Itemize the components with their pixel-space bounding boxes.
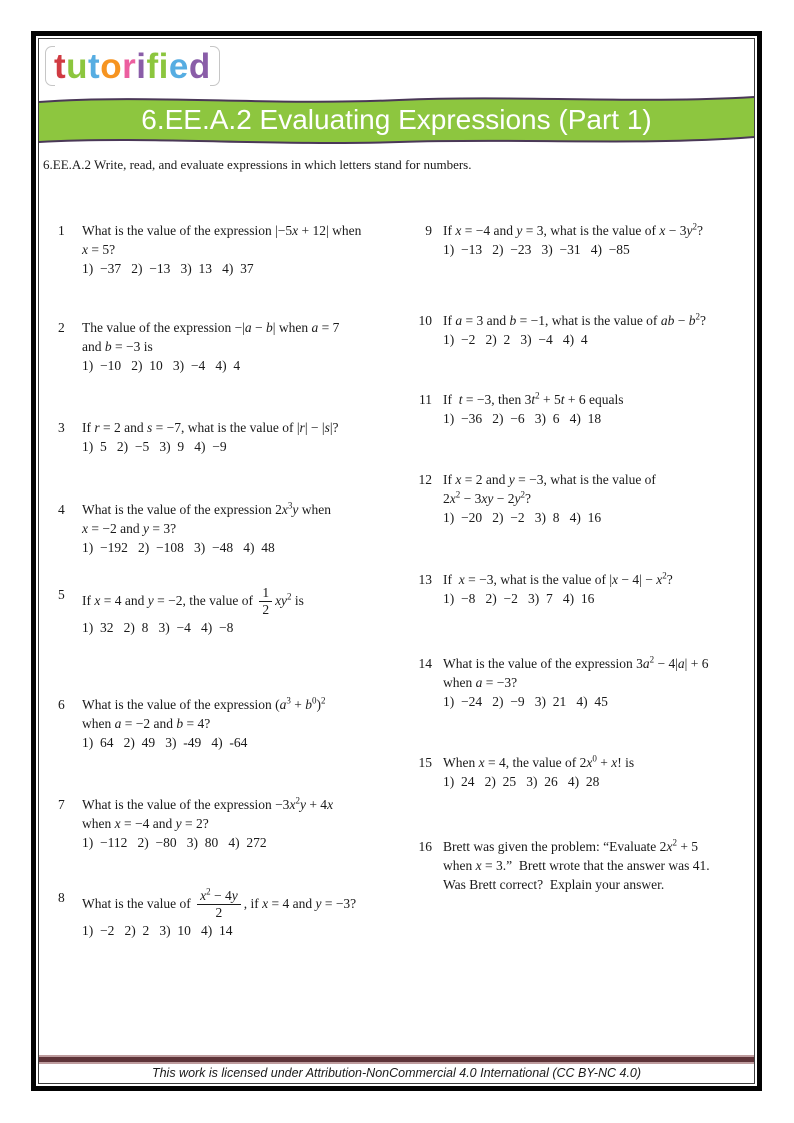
question-text-line: $2x^2 - 3xy - 2y^2$? bbox=[443, 489, 531, 506]
logo-letter: u bbox=[66, 47, 89, 86]
question-number: 3 bbox=[58, 420, 65, 435]
question-text-line: when a = −3? bbox=[443, 675, 518, 690]
question-number: 4 bbox=[58, 502, 65, 517]
question-text-line: If r = 2 and s = −7, what is the value of |r| − |s|? bbox=[82, 420, 339, 435]
question-number: 12 bbox=[418, 472, 432, 487]
question-choices: 1) −20 2) −2 3) 8 4) 16 bbox=[443, 510, 602, 525]
question-choices: 1) −24 2) −9 3) 21 4) 45 bbox=[443, 694, 608, 709]
question-number: 7 bbox=[58, 797, 65, 812]
question-text-line: What is the value of the expression $-3x^2y + 4x$ bbox=[82, 795, 334, 812]
question-text-line: What is the value of the expression |−5x + 12| when bbox=[82, 223, 362, 238]
question-number: 9 bbox=[425, 223, 432, 238]
question-text-line: when x = −4 and y = 2? bbox=[82, 816, 209, 831]
fraction: $\frac{x^2 - 4y}{2}$ bbox=[197, 888, 241, 921]
logo-letter: f bbox=[146, 47, 159, 86]
logo-letter: t bbox=[88, 47, 101, 86]
question-number: 1 bbox=[58, 223, 65, 238]
question-body bbox=[82, 418, 339, 456]
question-choices: 1) −8 2) −2 3) 7 4) 16 bbox=[443, 591, 595, 606]
question-text-line: What is the value of the expression $3a^2 - 4|a| + 6$ bbox=[443, 654, 709, 671]
question-item bbox=[58, 585, 418, 637]
logo-letter: o bbox=[100, 47, 123, 86]
question-body bbox=[82, 221, 361, 278]
logo-letter: i bbox=[158, 47, 169, 86]
question-choices: 1) −112 2) −80 3) 80 4) 272 bbox=[82, 835, 267, 850]
question-body bbox=[82, 585, 304, 637]
standard-description: 6.EE.A.2 Write, read, and evaluate expressions in which letters stand for numbers. bbox=[43, 157, 472, 172]
footer-divider-bar bbox=[39, 1055, 754, 1064]
question-choices: 1) 24 2) 25 3) 26 4) 28 bbox=[443, 774, 600, 789]
question-item bbox=[410, 221, 770, 259]
question-choices: 1) −2 2) 2 3) −4 4) 4 bbox=[443, 332, 588, 347]
question-body bbox=[443, 837, 710, 894]
question-text-line: x = −2 and y = 3? bbox=[82, 521, 177, 536]
question-text-line: If x = −4 and y = 3, what is the value of $x - 3y^2$? bbox=[443, 221, 703, 238]
question-text-line: If t = −3, then $3t^2 + 5t + 6$ equals bbox=[443, 390, 624, 407]
question-body bbox=[443, 470, 656, 527]
question-item bbox=[410, 311, 770, 349]
question-item bbox=[58, 221, 418, 278]
logo-letter: r bbox=[122, 47, 137, 86]
question-item bbox=[58, 418, 418, 456]
question-number: 2 bbox=[58, 320, 65, 335]
logo-letter: t bbox=[54, 47, 67, 86]
question-number: 8 bbox=[58, 890, 65, 905]
question-text-line: If x = −3, what is the value of $|x - 4| - x^2$? bbox=[443, 570, 673, 587]
question-text-line: Was Brett correct? Explain your answer. bbox=[443, 877, 665, 892]
question-body bbox=[443, 311, 706, 349]
question-body bbox=[82, 500, 331, 557]
question-choices: 1) −10 2) 10 3) −4 4) 4 bbox=[82, 358, 241, 373]
question-number: 15 bbox=[418, 755, 432, 770]
logo-letter: e bbox=[168, 47, 189, 86]
license-text: This work is licensed under Attribution-NonCommercial 4.0 International (CC BY-NC 4.0) bbox=[151, 1066, 642, 1080]
question-body bbox=[82, 888, 356, 940]
question-item bbox=[58, 695, 418, 752]
question-text-line: The value of the expression −|a − b| when a = 7 bbox=[82, 320, 340, 335]
question-item bbox=[58, 888, 418, 940]
logo-letter: d bbox=[188, 47, 211, 86]
question-choices: 1) 5 2) −5 3) 9 4) −9 bbox=[82, 439, 227, 454]
question-text-line: when a = −2 and b = 4? bbox=[82, 716, 211, 731]
question-choices: 1) −192 2) −108 3) −48 4) 48 bbox=[82, 540, 275, 555]
logo-letter: i bbox=[136, 47, 147, 86]
question-number: 11 bbox=[419, 392, 432, 407]
page-title: 6.EE.A.2 Evaluating Expressions (Part 1) bbox=[141, 104, 652, 135]
question-text-line: and b = −3 is bbox=[82, 339, 153, 354]
question-body bbox=[82, 318, 339, 375]
question-choices: 1) −36 2) −6 3) 6 4) 18 bbox=[443, 411, 602, 426]
question-text-line: Brett was given the problem: “Evaluate $2x^2 + 5$ bbox=[443, 837, 699, 854]
question-choices: 1) −2 2) 2 3) 10 4) 14 bbox=[82, 923, 233, 939]
question-number: 14 bbox=[418, 656, 432, 671]
question-body bbox=[82, 795, 333, 852]
question-text-line: When x = 4, the value of $2x^0 + x$! is bbox=[443, 753, 635, 770]
question-item bbox=[410, 570, 770, 608]
question-number: 10 bbox=[418, 313, 432, 328]
question-item bbox=[410, 390, 770, 428]
question-number: 6 bbox=[58, 697, 65, 712]
question-body bbox=[443, 221, 703, 259]
question-body bbox=[82, 695, 325, 752]
question-choices: 1) −13 2) −23 3) −31 4) −85 bbox=[443, 242, 630, 257]
question-item bbox=[58, 318, 418, 375]
question-number: 13 bbox=[418, 572, 432, 587]
question-choices: 1) 32 2) 8 3) −4 4) −8 bbox=[82, 620, 234, 636]
question-text-line: What is the value of the expression $2x^3y$ when bbox=[82, 500, 331, 517]
question-choices: 1) −37 2) −13 3) 13 4) 37 bbox=[82, 261, 254, 276]
question-item bbox=[58, 500, 418, 557]
question-body bbox=[443, 753, 634, 791]
question-text-line: when x = 3.” Brett wrote that the answer was 41. bbox=[443, 858, 710, 873]
question-number: 16 bbox=[418, 839, 432, 854]
question-text-line: What is the value of $\frac{x^2 - 4y}{2}$ , if x = 4 and y = −3? bbox=[82, 886, 357, 921]
question-number: 5 bbox=[58, 587, 65, 602]
question-text-line: If x = 4 and y = −2, the value of $\frac{1}{2}$ $xy^2$ is bbox=[82, 585, 304, 618]
question-body bbox=[443, 654, 708, 711]
question-item bbox=[410, 470, 770, 527]
question-text-line: What is the value of the expression $(a^3 + b^0)^2$ bbox=[82, 695, 326, 712]
question-text-line: x = 5? bbox=[82, 242, 116, 257]
question-item bbox=[410, 837, 770, 894]
question-body bbox=[443, 570, 673, 608]
question-item bbox=[410, 753, 770, 791]
question-text-line: If a = 3 and b = −1, what is the value of ab − $b^2$? bbox=[443, 311, 706, 328]
question-item bbox=[58, 795, 418, 852]
question-text-line: If x = 2 and y = −3, what is the value of bbox=[443, 472, 656, 487]
question-item bbox=[410, 654, 770, 711]
question-body bbox=[443, 390, 624, 428]
question-choices: 1) 64 2) 49 3) -49 4) -64 bbox=[82, 735, 248, 750]
fraction: $\frac{1}{2}$ bbox=[259, 585, 272, 618]
